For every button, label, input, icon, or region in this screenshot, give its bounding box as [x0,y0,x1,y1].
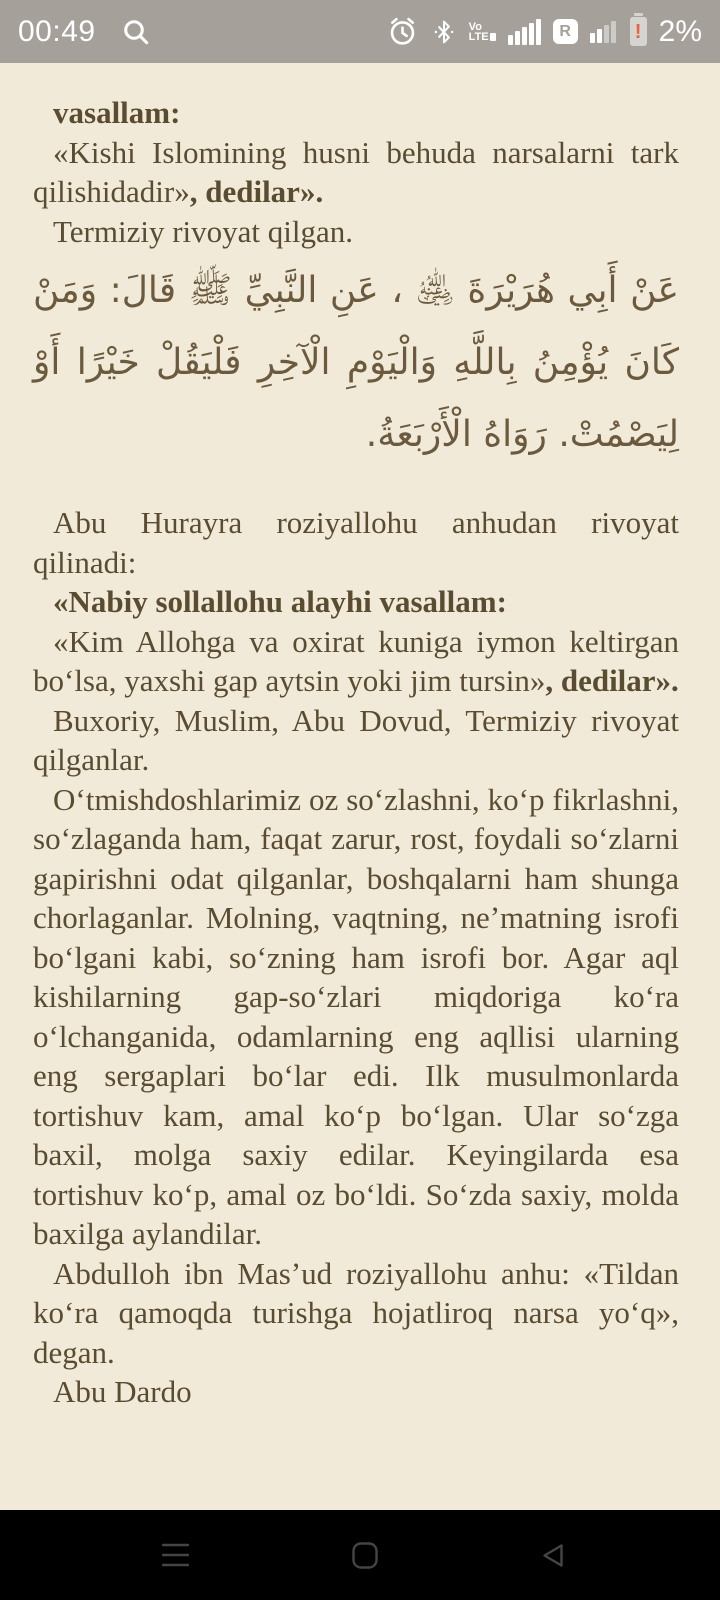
paragraph-narrator-1: Termiziy rivoyat qilgan. [53,213,353,249]
battery-low-icon: ! [630,17,647,46]
status-bar[interactable] [0,0,720,63]
roaming-badge: R [553,19,578,44]
clock: 00:49 [18,14,96,48]
paragraph-ibn-masud-quote: Abdulloh ibn Masʼud roziyallohu anhu: «Tildan koʻra qamoqda turishga hojatliroq narsa yoʻq», degan. [33,1255,679,1370]
arabic-hadith-text: عَنْ أَبِي هُرَيْرَةَ ﵁ ، عَنِ النَّبِيِّ ﷺ قَالَ: وَمَنْ كَانَ يُؤْمِنُ بِاللَّهِ وَالْيَوْمِ الْآخِرِ فَلْيَقُلْ خَيْرًا أَوْ لِيَصْمُتْ. رَوَاهُ الْأَرْبَعَةُ. [33,270,679,455]
back-icon[interactable] [540,1542,565,1569]
paragraph-hadith-translation-1: «Kishi Islomining husni behuda narsalarni tark qilishidadir», dedilar». [33,134,679,209]
volte-hd-square [490,33,496,41]
paragraph-hadith-translation-2: «Kim Allohga va oxirat kuniga iymon keltirgan boʻlsa, yaxshi gap aytsin yoki jim tursin», dedilar». [33,623,679,698]
paragraph-nabiy-heading: «Nabiy sollallohu alayhi vasallam: [53,584,507,619]
home-icon[interactable] [352,1542,378,1569]
signal-sim1-icon [508,19,541,45]
paragraph-abu-dardo: Abu Dardo [53,1374,192,1409]
status-icons [386,15,702,49]
battery-percent: 2% [658,14,702,48]
reader-page[interactable] [0,63,720,1510]
signal-sim2-icon [590,21,616,43]
bluetooth-icon [431,17,457,47]
search-icon [120,16,152,48]
alarm-icon [386,15,419,48]
paragraph-vasallam-heading: vasallam: [53,95,181,130]
paragraph-abu-hurayra: Abu Hurayra roziyallohu anhudan rivoyat qilinadi: [33,505,679,580]
menu-icon[interactable] [162,1543,189,1567]
volte-icon: Vo LTE [469,22,496,42]
paragraph-commentary: Oʻtmishdoshlarimiz oz soʻzlashni, koʻp fikrlashni, soʻzlaganda ham, faqat zarur, rost, foydali soʻzlarni gapirishni odat qilganlar, boshqalarni ham shunga chorlaganlar. Molning, vaqtning, neʼmatning isrofi boʻlgani kabi, soʻzning ham isrofi bor. Agar aql kishilarning gap-soʻzlari miqdoriga koʻra oʻlchanganida, odamlarning eng aqllisi ularning eng sergaplari boʻlar edi. Ilk musulmonlarda tortishuv kam, amal koʻp boʻlgan. Ular soʻzga baxil, molga saxiy edilar. Keyingilarda esa tortishuv koʻp, amal oz boʻldi. Soʻzda saxiy, molda baxilga aylandilar. [33,781,679,1251]
android-nav-bar [0,1510,720,1600]
paragraph-narrators-2: Buxoriy, Muslim, Abu Dovud, Termiziy rivoyat qilganlar. [33,702,679,777]
